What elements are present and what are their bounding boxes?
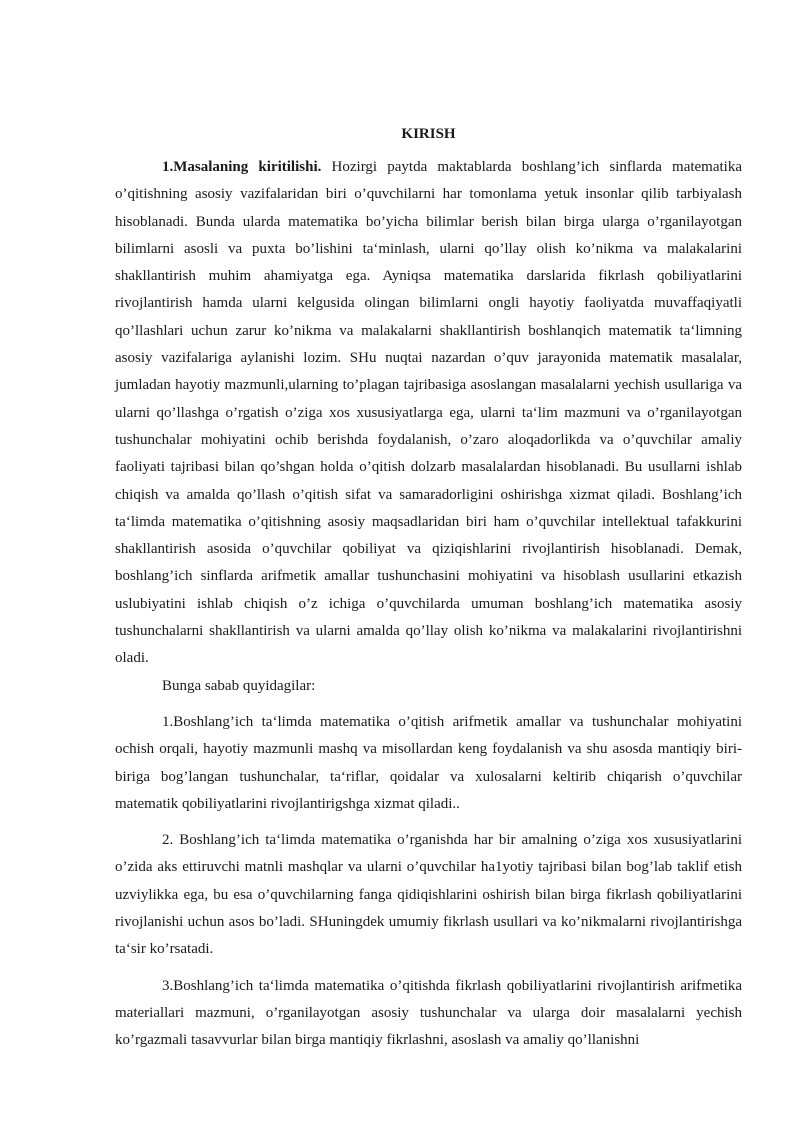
reasons-intro: Bunga sabab quyidagilar: — [162, 677, 316, 694]
list-item-text: Boshlang’ich ta‘limda matematika o’qitish arifmetik amallar va tushunchalar mohiyatini ochish orqali, hayotiy mazmunli mashq va misollardan keng foydalanish va shu asosda mantiqiy biri-biriga bog’langan tushunchalar, ta‘riflar, qoidalar va xulosalarni keltirib chiqarish o’quvchilar matematik qobiliyatlarini rivojlantirigshga xizmat qiladi.. — [115, 713, 742, 812]
list-item-number: 3. — [162, 977, 174, 994]
section-heading: 1.Masalaning kiritilishi. — [162, 159, 322, 175]
list-item-number: 1. — [162, 713, 174, 730]
list-item — [115, 709, 742, 818]
document-page — [115, 124, 742, 1055]
intro-paragraph — [115, 154, 742, 673]
document-title: KIRISH — [401, 126, 456, 142]
list-item-text: Boshlang’ich ta‘limda matematika o’rganishda har bir amalning o’ziga xos xususiyatlarini o’zida aks ettiruvchi matnli mashqlar va ularni o’quvchilar ha1yotiy tajribasi bilan bog’lab taklif etish uzviylikka ega, bu esa o’quvchilarning fanga qidiqishlarini oshirish bilan birga fikrlash qobiliyatlarini rivojlanishi uchun asos bo’ladi. SHuningdek umumiy fikrlash usullari va ko’nikmalarni rivojlantirishga ta‘sir ko’rsatadi. — [115, 832, 742, 958]
list-item — [115, 973, 742, 1055]
list-item-number: 2. — [162, 832, 174, 849]
list-item — [115, 827, 742, 963]
list-item-text: Boshlang’ich ta‘limda matematika o’qitishda fikrlash qobiliyatlarini rivojlantirish arifmetika materiallari mazmuni, o’rganilayotgan asosiy tushunchalar va ularga doir masalalarni yechish ko’rgazmali tasavvurlar bilan birga mantiqiy fikrlashni, asoslash va amaliy qo’llanishni — [115, 977, 742, 1049]
intro-paragraph-text: Hozirgi paytda maktablarda boshlang’ich sinflarda matematika o’qitishning asosiy vazifalaridan biri o’quvchilarni har tomonlama yetuk insonlar qilib tarbiyalash hisoblanadi. Bunda ularda matematika bo’yicha bilimlar berish bilan birga ularga o’rganilayotgan bilimlarni asosli va puxta bo’lishini ta‘minlash, ularni qo’llay olish ko’nikma va malakalarini shakllantirish muhim ahamiyatga ega. Ayniqsa matematika darslarida fikrlash qobiliyatlarini rivojlantirish hamda ularni kelgusida olingan bilimlarni ongli hayotiy faoliyatda muvaffaqiyatli qo’llashlari uchun zarur ko’nikma va malakalarni shakllantirish boshlanqich matematik ta‘limning asosiy vazifalariga aylanishi lozim. SHu nuqtai nazardan o’quv jarayonida matematik masalalar, jumladan hayotiy mazmunli,ularning to’plagan tajribasiga asoslangan masalalarni yechish usullariga va ularni qo’llashga o’rgatish o’ziga xos xususiyatlarga ega, ularni ta‘lim mazmuni va o’rganilayotgan tushunchalar mohiyatini ochib berishda foydalanish, o’zaro aloqadorlikda va o’quvchilar amaliy faoliyati tajribasi bilan qo’shgan holda o’qitish dolzarb masalalardan hisoblanadi. Bu usullarni ishlab chiqish va amalda qo’llash o’qitish sifat va samaradorligini oshirishga xizmat qiladi. Boshlang’ich ta‘limda matematika o’qitishning asosiy maqsadlaridan biri ham o’quvchilar intellektual tafakkurini shakllantirish asosida o’quvchilar qobiliyat va qiziqishlarini rivojlantirish hisoblanadi. Demak, boshlang’ich sinflarda arifmetik amallar tushunchasini mohiyatini va hisoblash usullarini etkazish uslubiyatini ishlab chiqish o’z ichiga o’quvchilarda umuman boshlang’ich matematika asosiy tushunchalarni shakllantirish va ularni amalda qo’llay olish ko’nikma va malakalarini rivojlantirishni oladi. — [115, 159, 742, 667]
